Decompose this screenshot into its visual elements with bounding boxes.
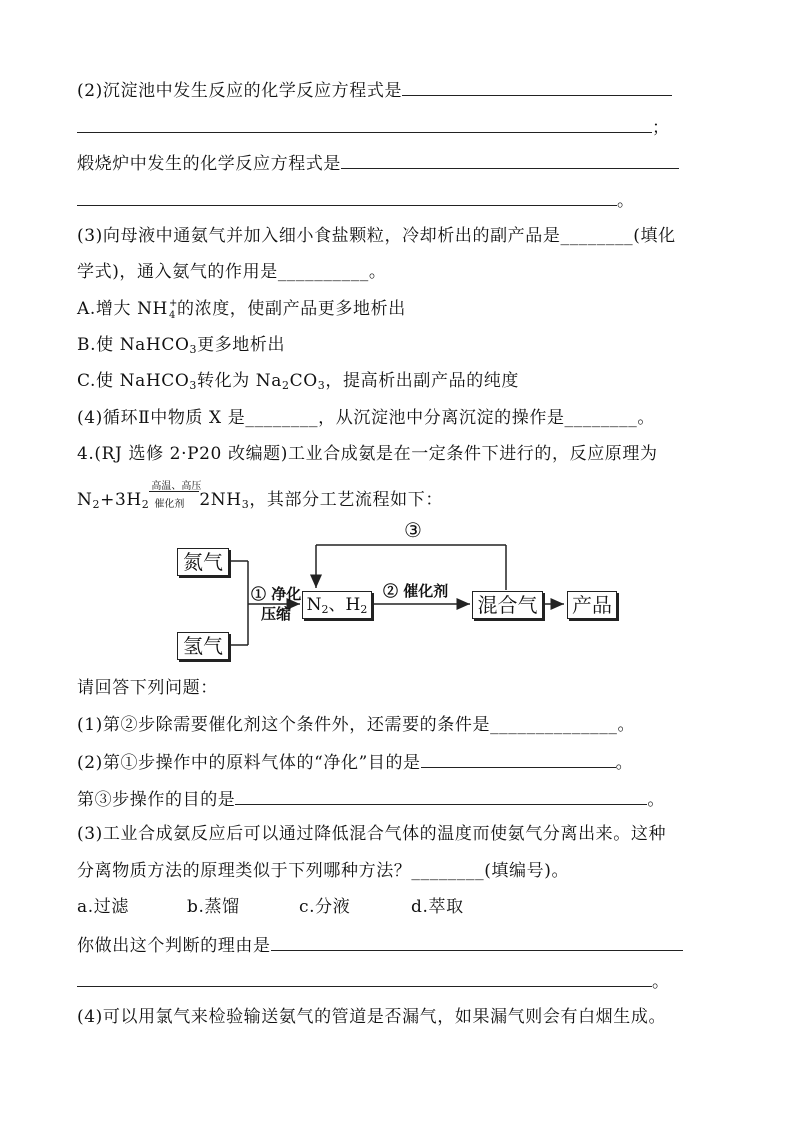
q4-ask: 请回答下列问题： [77,678,218,698]
q3-option-b: B.使 NaHCO$_3$更多地析出 [77,335,286,356]
q4-part3-line2: 分离物质方法的原理类似于下列哪种方法？________(填编号)。 [77,861,570,881]
q3-part2-line2: ； [77,114,670,140]
q4-part4: (4)可以用氯气来检验输送氨气的管道是否漏气，如果漏气则会有白烟生成。 [77,1007,667,1027]
q4-intro: 4.(RJ 选修 2·P20 改编题)工业合成氨是在一定条件下进行的，反应原理为 [77,444,658,464]
answer-blank[interactable] [77,968,652,987]
option-b: b.蒸馏 [187,897,240,917]
q3-part2-prompt: (2)沉淀池中发生反应的化学反应方程式是 [77,81,403,101]
q3-part3-line2: 学式)，通入氨气的作用是__________。 [77,262,387,282]
q3-option-a: A.增大 NH + 4 的浓度，使副产品更多地析出 [77,298,406,321]
reaction-conditions: 高温、高压 催化剂 [151,481,202,510]
q4-part1: (1)第②步除需要催化剂这个条件外，还需要的条件是______________。 [77,715,636,735]
option-c: c.分液 [299,897,351,917]
q3-calciner-prompt: 煅烧炉中发生的化学反应方程式是 [77,154,341,174]
answer-blank[interactable] [421,749,616,768]
mixed-gas-box: 混合气 [472,591,543,619]
q4-equation: $N_2+3H_2$ 高温、高压 催化剂 $2NH_3$，其部分工艺流程如下： [77,481,443,511]
q4-part2-line1: (2)第①步操作中的原料气体的“净化”目的是 。 [77,749,633,775]
hydrogen-box: 氢气 [177,632,229,660]
n2-h2-box: $N_2$、$H_2$ [302,591,372,619]
step1-label: ① 净化 [251,585,302,603]
option-a: a.过滤 [77,897,129,917]
q3-option-c: C.使 NaHCO$_3$转化为 $Na_2CO_3$，提高析出副产品的纯度 [77,371,519,392]
answer-blank[interactable] [235,786,647,805]
option-d: d.萃取 [411,897,464,917]
answer-blank[interactable] [271,932,683,951]
q4-reason-line1: 你做出这个判断的理由是 [77,932,683,958]
q3-part4: (4)循环Ⅱ中物质 X 是________，从沉淀池中分离沉淀的操作是________。 [77,408,655,428]
q3-part2-line4: 。 [77,187,635,213]
q4-reason-line2: 。 [77,968,670,994]
product-box: 产品 [567,591,617,619]
q4-part2-line2: 第③步操作的目的是 。 [77,786,665,812]
q4-options [77,895,464,919]
q4-part3-line1: (3)工业合成氨反应后可以通过降低混合气体的温度而使氨气分离出来。这种 [77,824,667,844]
step3-label: ③ [404,518,422,542]
step2-label: ② 催化剂 [383,582,449,600]
step1-compress-label: 压缩 [261,605,292,623]
q3-part3-line1: (3)向母液中通氨气并加入细小食盐颗粒，冷却析出的副产品是________(填化 [77,226,676,246]
nitrogen-box: 氮气 [177,548,229,576]
